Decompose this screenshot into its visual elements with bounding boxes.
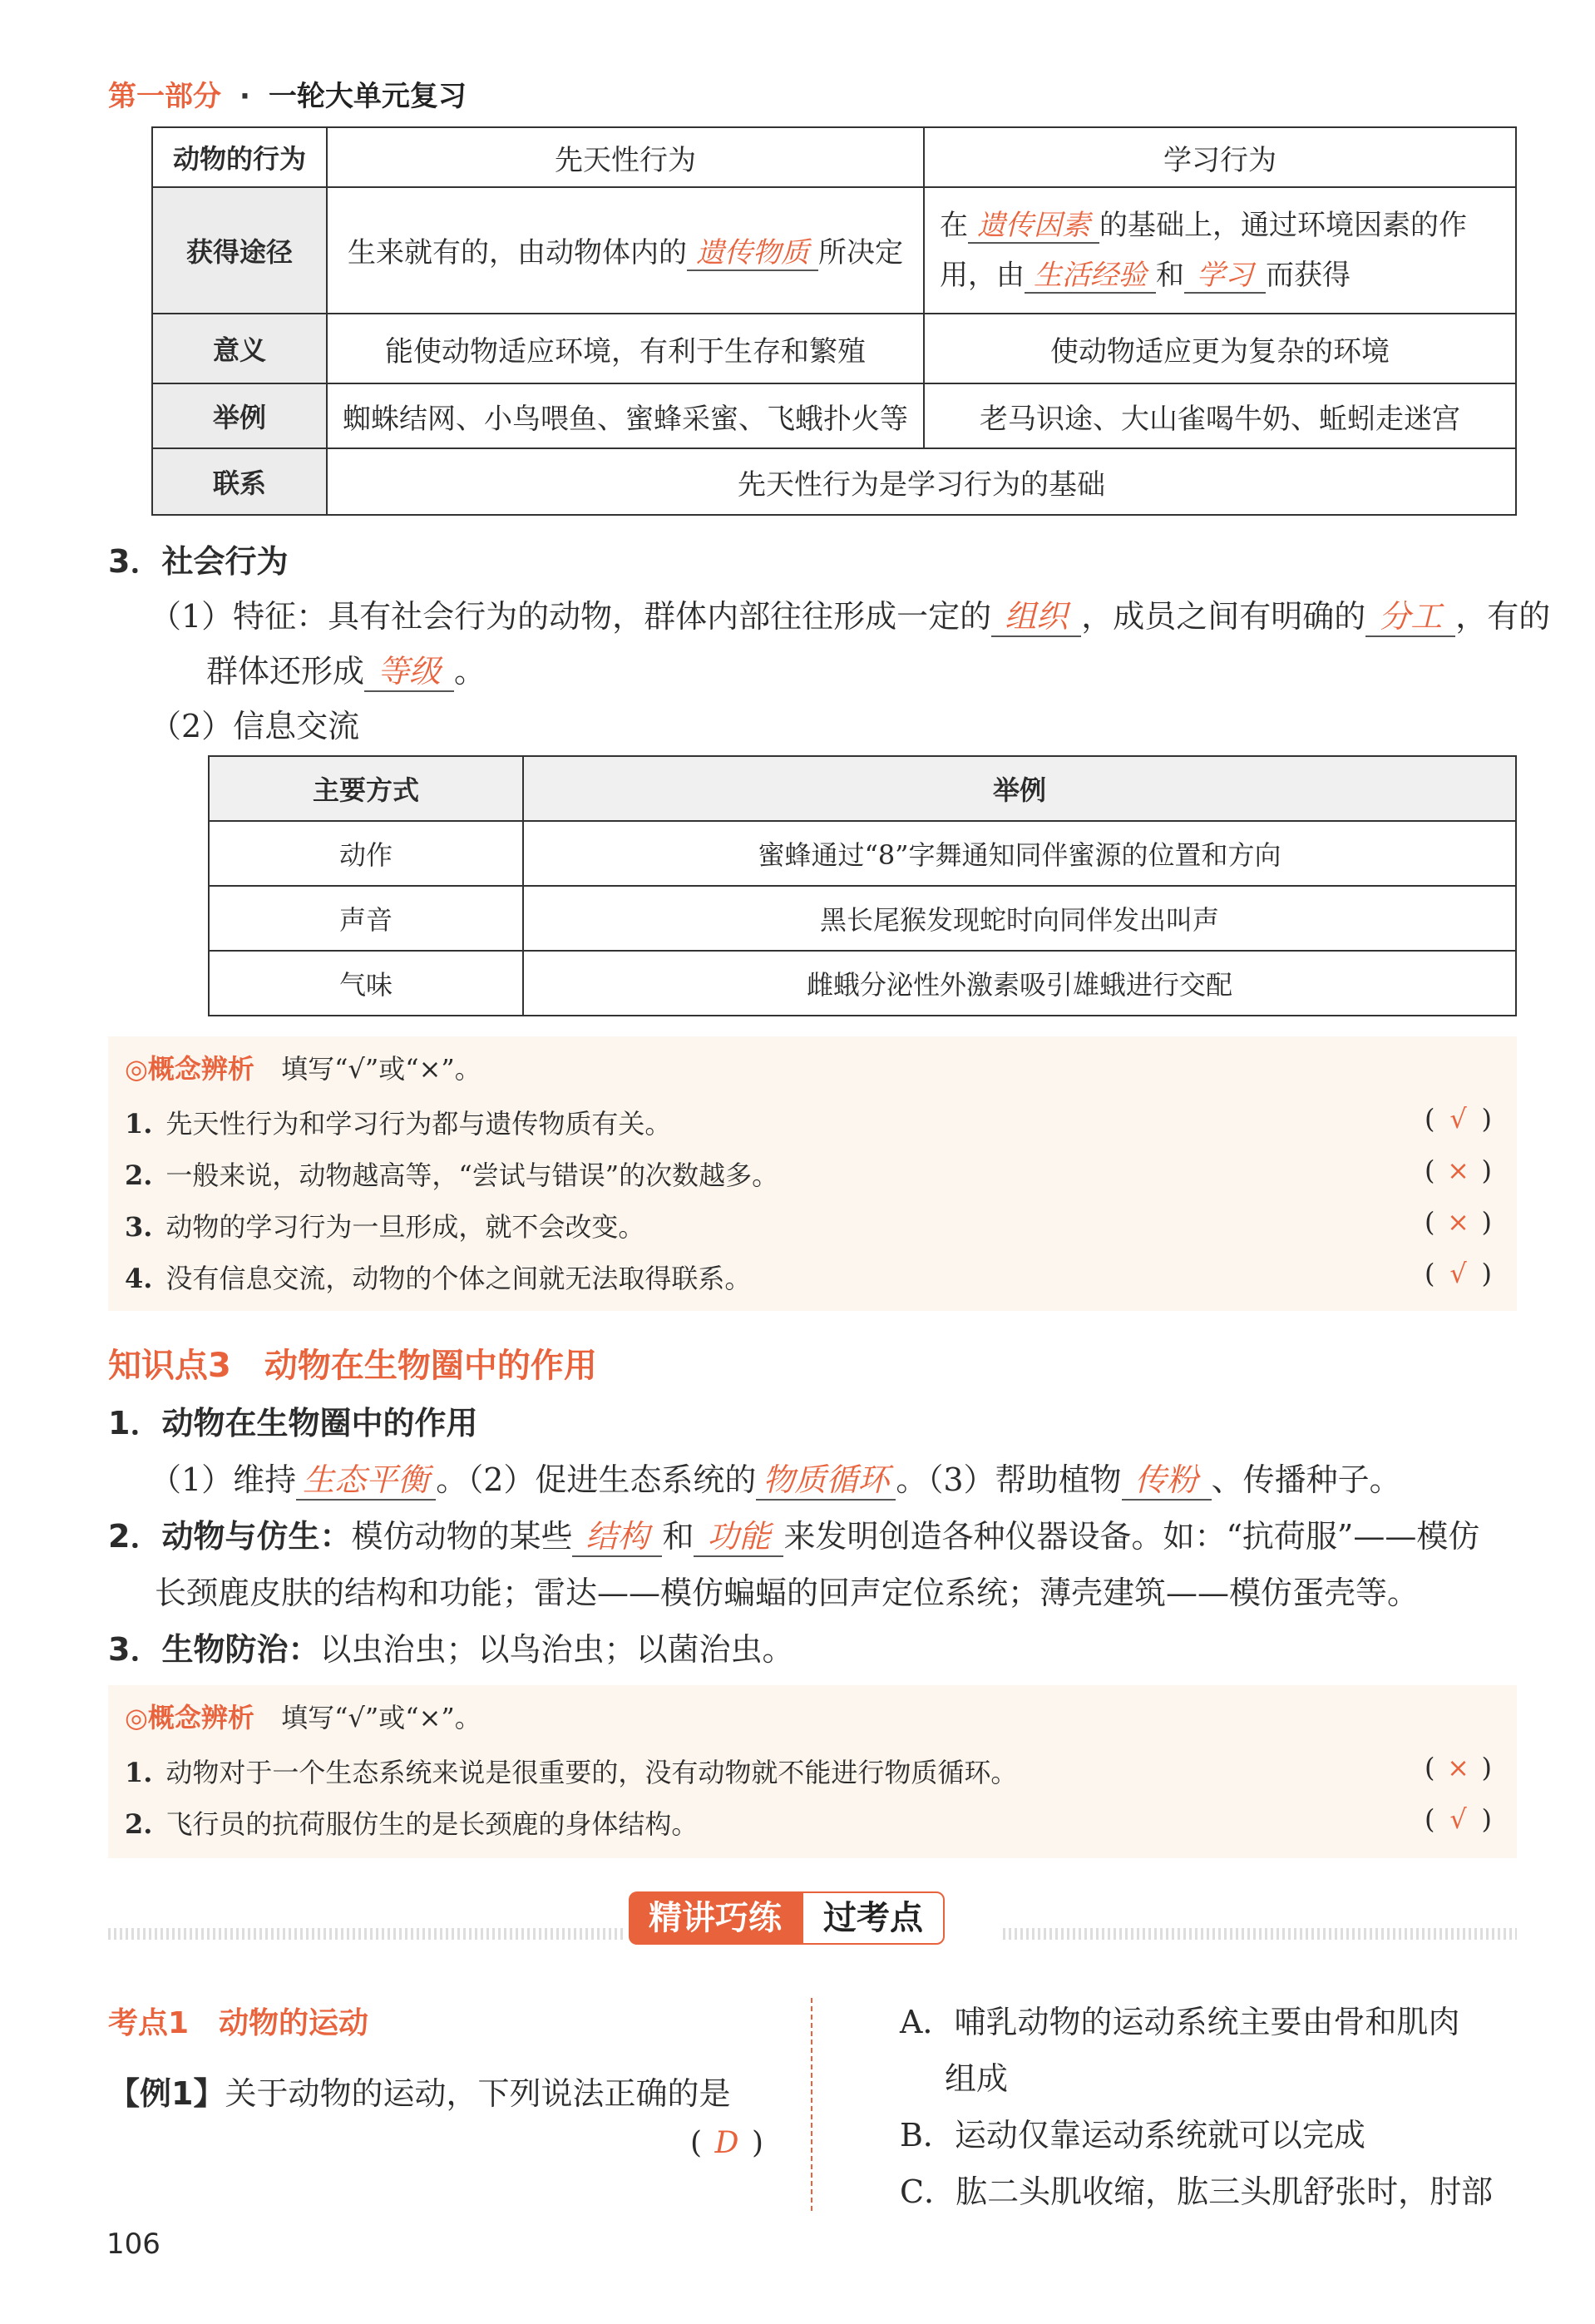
- concept-title: [125, 1697, 481, 1735]
- table-header-cell: 动物的行为: [152, 127, 327, 187]
- item-text: 动物对于一个生态系统来说是很重要的，没有动物就不能进行物质循环。: [165, 1757, 1018, 1788]
- fill-blank: 物质循环: [756, 1462, 896, 1501]
- row-label: 意义: [152, 314, 327, 383]
- table-cell: 老马识途、大山雀喝牛奶、蚯蚓走迷宫: [924, 383, 1516, 448]
- table-cell: 先天性行为是学习行为的基础: [327, 448, 1516, 515]
- table-cell: 黑长尾猴发现蛇时向同伴发出叫声: [523, 886, 1516, 951]
- table-cell: [327, 187, 924, 314]
- cell-text: 生来就有的，由动物体内的: [348, 235, 687, 269]
- kp3-line2: [150, 1454, 1401, 1501]
- concept-tag: ◎概念辨析: [125, 1702, 254, 1733]
- fill-blank: 结构: [572, 1519, 662, 1557]
- cell-text: 的基础上，通过环境因素的作用，由: [940, 209, 1467, 292]
- table-header-cell: 主要方式: [209, 756, 523, 821]
- row-label: 联系: [152, 448, 327, 515]
- answer-bracket: ( × ): [1425, 1752, 1492, 1783]
- fill-blank: 传粉: [1122, 1462, 1212, 1501]
- answer-bracket: ( √ ): [1425, 1103, 1492, 1135]
- list-item: [125, 1752, 1017, 1790]
- heading-text: 1．动物在生物圈中的作用: [108, 1405, 478, 1441]
- option-a-cont: 组成: [945, 2060, 1009, 2097]
- table-cell: 气味: [209, 951, 523, 1016]
- list-item: [125, 1258, 751, 1296]
- concept-instruction: 填写“√”或“×”。: [281, 1702, 481, 1733]
- answer-mark: ×: [1447, 1155, 1469, 1186]
- fill-blank: 生态平衡: [296, 1462, 436, 1501]
- answer-mark: ×: [1447, 1206, 1469, 1238]
- fill-blank: 等级: [364, 654, 454, 692]
- example-question: [108, 2068, 730, 2114]
- page-number: 106: [106, 2228, 160, 2261]
- text: （1）维持: [150, 1461, 297, 1498]
- page-header: [108, 73, 467, 114]
- info-heading: （2）信息交流: [150, 708, 360, 744]
- answer-mark: √: [1449, 1258, 1467, 1289]
- text: ，成员之间有明确的: [1081, 598, 1366, 635]
- text: 。（2）促进生态系统的: [436, 1461, 757, 1498]
- table-cell: 蜘蛛结网、小鸟喂鱼、蜜蜂采蜜、飞蛾扑火等: [327, 383, 924, 448]
- knowledge-point-title: 知识点3 动物在生物圈中的作用: [108, 1347, 597, 1385]
- answer-mark: √: [1449, 1803, 1467, 1835]
- item-text: 没有信息交流，动物的个体之间就无法取得联系。: [165, 1263, 752, 1294]
- item-text: 一般来说，动物越高等，“尝试与错误”的次数越多。: [165, 1160, 779, 1191]
- section-title: 一轮大单元复习: [268, 80, 467, 113]
- banner-right: 过考点: [802, 1891, 945, 1945]
- item-number: 3.: [125, 1211, 153, 1243]
- table-cell: 使动物适应更为复杂的环境: [924, 314, 1516, 383]
- banner-divider: [1003, 1928, 1517, 1940]
- list-item: [125, 1155, 778, 1193]
- fill-blank: 遗传物质: [687, 237, 818, 271]
- table-header-cell: 学习行为: [924, 127, 1516, 187]
- heading-text: 3．社会行为: [108, 543, 289, 580]
- item-number: 2.: [125, 1160, 153, 1191]
- concept-title: [125, 1048, 481, 1086]
- answer-bracket: ( √ ): [1425, 1258, 1492, 1289]
- item-text: 动物的学习行为一旦形成，就不会改变。: [165, 1211, 645, 1243]
- text: 。: [454, 653, 486, 690]
- option-b: B．运动仅靠运动系统就可以完成: [900, 2117, 1365, 2153]
- text: 、传播种子。: [1211, 1461, 1401, 1498]
- cell-text: 在: [940, 209, 968, 242]
- row-label: 获得途径: [152, 187, 327, 314]
- option-a: A．哺乳动物的运动系统主要由骨和肌肉: [900, 2004, 1460, 2040]
- column-divider: [811, 1998, 812, 2211]
- list-item: [125, 1206, 644, 1244]
- concept-tag: ◎概念辨析: [125, 1053, 254, 1085]
- answer-bracket: ( D ): [690, 2126, 764, 2160]
- concept-instruction: 填写“√”或“×”。: [281, 1053, 481, 1085]
- text: 以虫治虫；以鸟治虫；以菌治虫。: [319, 1631, 794, 1668]
- item-number: 2.: [125, 1808, 153, 1840]
- cell-text: 和: [1156, 259, 1184, 292]
- text: 来发明创造各种仪器设备。如：“抗荷服”——模仿: [783, 1518, 1480, 1555]
- example-tag: 【例1】: [108, 2075, 225, 2112]
- banner-left: 精讲巧练: [629, 1891, 802, 1945]
- table-cell: 蜜蜂通过“8”字舞通知同伴蜜源的位置和方向: [523, 821, 1516, 886]
- text: 和: [662, 1518, 694, 1555]
- list-item: [125, 1103, 671, 1141]
- answer-bracket: ( × ): [1425, 1155, 1492, 1186]
- table-header-cell: 先天性行为: [327, 127, 924, 187]
- question-text: 关于动物的运动，下列说法正确的是: [225, 2075, 731, 2112]
- kp3-line5: [108, 1624, 793, 1669]
- list-item: [125, 1803, 698, 1842]
- table-row: [209, 821, 1516, 886]
- fill-blank: 组织: [991, 599, 1081, 637]
- text: 群体还形成: [206, 653, 365, 690]
- fill-blank: 功能: [694, 1519, 783, 1557]
- table-row: [209, 951, 1516, 1016]
- social-feature-line2: [206, 645, 486, 692]
- item-text: 飞行员的抗荷服仿生的是长颈鹿的身体结构。: [165, 1808, 699, 1840]
- fill-blank: 学习: [1184, 260, 1266, 294]
- cell-text: 所决定: [818, 235, 903, 269]
- social-heading: [108, 536, 288, 581]
- table-cell: 雌蛾分泌性外激素吸引雄蛾进行交配: [523, 951, 1516, 1016]
- section-part: 第一部分: [108, 80, 221, 113]
- answer-mark: ×: [1447, 1752, 1469, 1783]
- answer-mark: √: [1449, 1103, 1467, 1135]
- table-cell: 能使动物适应环境，有利于生存和繁殖: [327, 314, 924, 383]
- fill-blank: 遗传因素: [968, 210, 1099, 244]
- text: 模仿动物的某些: [351, 1518, 573, 1555]
- fill-blank: 分工: [1365, 599, 1455, 637]
- item-number: 1.: [125, 1108, 153, 1140]
- answer-bracket: ( × ): [1425, 1206, 1492, 1238]
- table-cell: [924, 187, 1516, 314]
- table-cell: 声音: [209, 886, 523, 951]
- item-text: 先天性行为和学习行为都与遗传物质有关。: [165, 1108, 672, 1140]
- concept-check-box: [108, 1036, 1517, 1311]
- concept-check-box: [108, 1685, 1517, 1858]
- answer-mark: D: [714, 2126, 739, 2160]
- social-feature-line1: [150, 591, 1550, 637]
- cell-text: 而获得: [1266, 259, 1351, 292]
- exam-point-title: 考点1 动物的运动: [108, 2006, 369, 2040]
- fill-blank: 生活经验: [1025, 260, 1156, 294]
- row-label: 举例: [152, 383, 327, 448]
- section-banner: [629, 1891, 945, 1945]
- text: （1）特征：具有社会行为的动物，群体内部往往形成一定的: [150, 598, 992, 635]
- kp3-line3: [108, 1511, 1479, 1557]
- answer-bracket: ( √ ): [1425, 1803, 1492, 1835]
- header-dot: ·: [239, 80, 250, 113]
- table-row: [209, 886, 1516, 951]
- banner-divider: [108, 1928, 624, 1940]
- item-number: 1.: [125, 1757, 153, 1788]
- option-c: C．肱二头肌收缩，肱三头肌舒张时，肘部: [900, 2173, 1494, 2210]
- kp3-line1: [108, 1397, 477, 1443]
- item-number: 4.: [125, 1263, 153, 1294]
- behavior-comparison-table: [151, 126, 1517, 516]
- heading-text: 2．动物与仿生：: [108, 1518, 352, 1555]
- kp3-line4: 长颈鹿皮肤的结构和功能；雷达——模仿蝙蝠的回声定位系统；薄壳建筑——模仿蛋壳等。: [155, 1575, 1420, 1611]
- table-cell: 动作: [209, 821, 523, 886]
- heading-text: 3．生物防治：: [108, 1631, 320, 1668]
- text: 。（3）帮助植物: [896, 1461, 1122, 1498]
- table-header-cell: 举例: [523, 756, 1516, 821]
- info-exchange-table: [208, 755, 1517, 1016]
- text: ，有的: [1455, 598, 1551, 635]
